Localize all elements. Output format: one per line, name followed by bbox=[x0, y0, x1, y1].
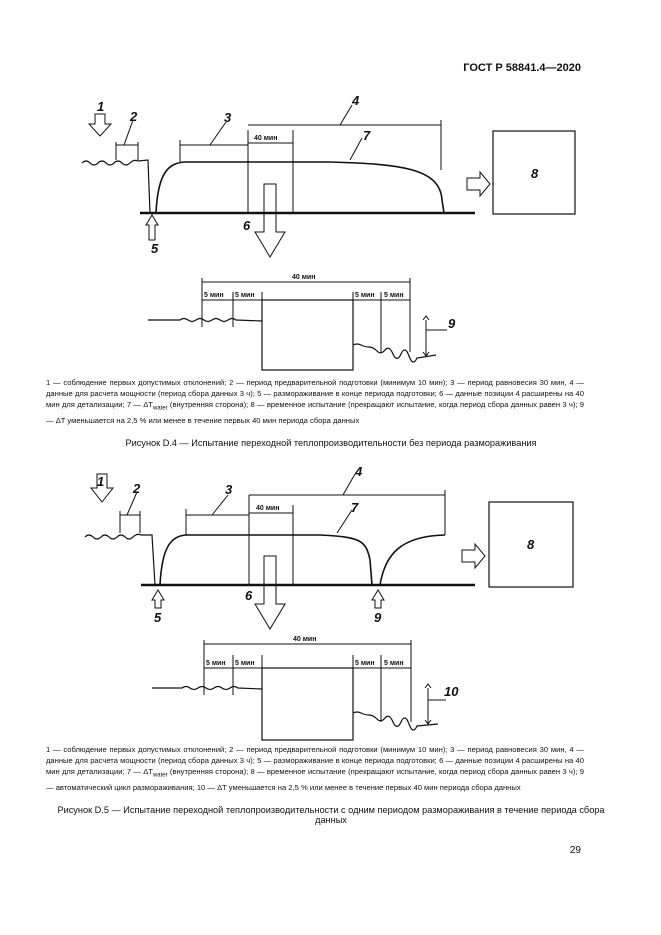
dim-5min-1: 5 мин bbox=[204, 292, 224, 299]
figure-d5-legend: 1 — соблюдение первых допустимых отклонений; 2 — период предварительной подготовки (минимум 10 мин); 3 — период равновесия 30 мин, 4 — данные для расчета мощности (период сбора данных 3 ч); 5 — размораживание в конце периода подготовки; 6 — данные позиции 4 расширены на 40 мин для детализации; 7 — $\Delta T_{water}$ (внутренняя сторона); 8 — временное испытание (прекращают испытание, когда период сбора данных равен 3 ч); 9 — автоматический цикл размораживания; 10 — ΔT уменьшается на 2,5 % или менее в течение первых 40 мин периода сбора данных bbox=[46, 745, 585, 792]
figure-d5-diagram bbox=[0, 460, 661, 750]
label-8: 8 bbox=[531, 166, 539, 181]
dim-5min-1: 5 мин bbox=[206, 660, 226, 667]
dim-5min-2: 5 мин bbox=[235, 292, 255, 299]
label-9: 9 bbox=[448, 316, 456, 331]
label-5: 5 bbox=[154, 610, 162, 625]
dim-5min-4: 5 мин bbox=[384, 660, 404, 667]
dim-bottom-40: 40 мин bbox=[292, 274, 316, 281]
label-3: 3 bbox=[224, 110, 232, 125]
figure-d4-legend: 1 — соблюдение первых допустимых отклонений; 2 — период предварительной подготовки (минимум 10 мин); 3 — период равновесия 30 мин, 4 — данные для расчета мощности (период сбора данных 3 ч); 5 — размораживание в конце периода подготовки; 6 — данные позиции 4 расширены на 40 мин для детализации; 7 — $\Delta T_{water}$ (внутренняя сторона); 8 — временное испытание (прекращают испытание, когда период сбора данных равен 3 ч); 9 — ΔT уменьшается на 2,5 % или менее в течение первых 40 мин периода сбора данных bbox=[46, 378, 585, 425]
page-number: 29 bbox=[569, 845, 581, 856]
dim-5min-2: 5 мин bbox=[235, 660, 255, 667]
label-6: 6 bbox=[245, 588, 253, 603]
label-2: 2 bbox=[130, 109, 138, 124]
figure-d4-caption: Рисунок D.4 — Испытание переходной теплопроизводительности без периода размораживания bbox=[125, 438, 537, 448]
label-1: 1 bbox=[97, 474, 105, 489]
label-3: 3 bbox=[225, 482, 233, 497]
dim-5min-3: 5 мин bbox=[355, 660, 375, 667]
label-5: 5 bbox=[151, 241, 159, 256]
dim-5min-4: 5 мин bbox=[384, 292, 404, 299]
figure-d4-diagram bbox=[0, 0, 661, 380]
dim-bottom-40: 40 мин bbox=[293, 636, 317, 643]
label-10: 10 bbox=[444, 684, 459, 699]
label-4: 4 bbox=[352, 93, 360, 108]
dim-top-40: 40 мин bbox=[254, 135, 278, 142]
label-6: 6 bbox=[243, 218, 251, 233]
figure-d5-caption: Рисунок D.5 — Испытание переходной теплопроизводительности с одним периодом размораживания в течение периода сбора данных bbox=[57, 805, 605, 825]
dim-top-40: 40 мин bbox=[256, 505, 280, 512]
standard-header: ГОСТ Р 58841.4—2020 bbox=[463, 62, 581, 74]
label-7: 7 bbox=[351, 500, 359, 515]
label-8: 8 bbox=[527, 537, 535, 552]
label-1: 1 bbox=[97, 99, 105, 114]
label-7: 7 bbox=[363, 128, 371, 143]
label-2: 2 bbox=[133, 481, 141, 496]
label-9: 9 bbox=[374, 610, 382, 625]
dim-5min-3: 5 мин bbox=[355, 292, 375, 299]
label-4: 4 bbox=[355, 464, 363, 479]
